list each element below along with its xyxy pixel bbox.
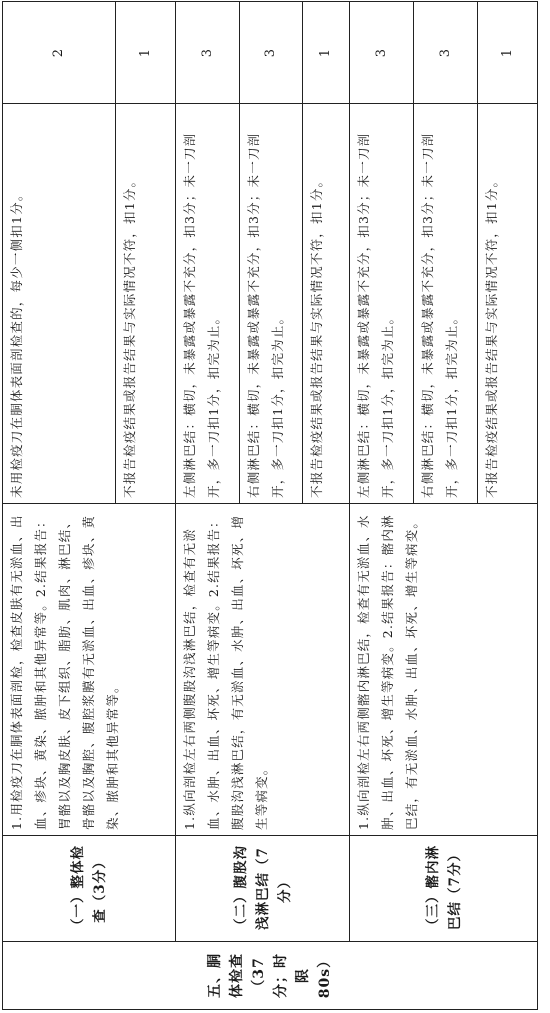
criteria-cell: 左侧淋巴结：横切，未暴露或暴露不充分，扣3分；未一刀剖开，多一刀扣1分，扣完为止。 [176,104,240,504]
method-cell: 1.纵向剖检左右两侧髂内淋巴结，检查有无淤血、水肿、出血、坏死、增生等病变。2.结果报告：髂内淋巴结，有无淤血、水肿、出血、坏死、增生等病变。 [350,504,538,836]
criteria-cell: 右侧淋巴结：横切，未暴露或暴露不充分，扣3分；未一刀剖开，多一刀扣1分，扣完为止。 [414,104,478,504]
table-row [350,2,414,1010]
criteria-cell: 不报告检疫结果或报告结果与实际情况不符，扣1分。 [478,104,538,504]
score-cell: 3 [240,2,303,104]
score-cell: 2 [3,2,116,104]
criteria-cell: 左侧淋巴结：横切，未暴露或暴露不充分，扣3分；未一刀剖开，多一刀扣1分，扣完为止。 [350,104,414,504]
group-label: （一）整体检查（3分） [3,836,176,942]
method-cell: 1.用检疫刀在胴体表面剖检，检查皮肤有无淤血、出血、疹块、黄染、脓肿和其他异常等。2.结果报告：胃骼以及胸皮肤、皮下组织、脂肪、肌肉、淋巴结、骨骼以及胸腔、腹腔浆膜有无淤血、出血、疹块、黄染、脓肿和其他异常等。 [3,504,176,836]
method-cell: 1.纵向剖检左右两侧腹股沟浅淋巴结，检查有无淤血、水肿、出血、坏死、增生等病变。2.结果报告：腹股沟浅淋巴结，有无淤血、水肿、出血、坏死、增生等病变。 [176,504,350,836]
table-row [176,2,240,1010]
score-cell: 1 [478,2,538,104]
scoring-table [2,1,538,1010]
criteria-cell: 右侧淋巴结：横切，未暴露或暴露不充分，扣3分；未一刀剖开，多一刀扣1分，扣完为止。 [240,104,303,504]
table-row [3,2,116,1010]
score-cell: 3 [176,2,240,104]
score-cell: 3 [350,2,414,104]
criteria-cell: 不报告检疫结果或报告结果与实际情况不符，扣1分。 [116,104,176,504]
section-cell: 五、胴体检查（37分；时限 80s） [3,942,538,1010]
score-cell: 1 [303,2,350,104]
criteria-cell: 未用检疫刀在胴体表面剖检查的，每少一侧扣1分。 [3,104,116,504]
score-cell: 1 [116,2,176,104]
criteria-cell: 不报告检疫结果或报告结果与实际情况不符，扣1分。 [303,104,350,504]
group-label: （三）髂内淋巴结（7分） [350,836,538,942]
group-label: （二）腹股沟浅淋巴结（7分） [176,836,350,942]
score-cell: 3 [414,2,478,104]
